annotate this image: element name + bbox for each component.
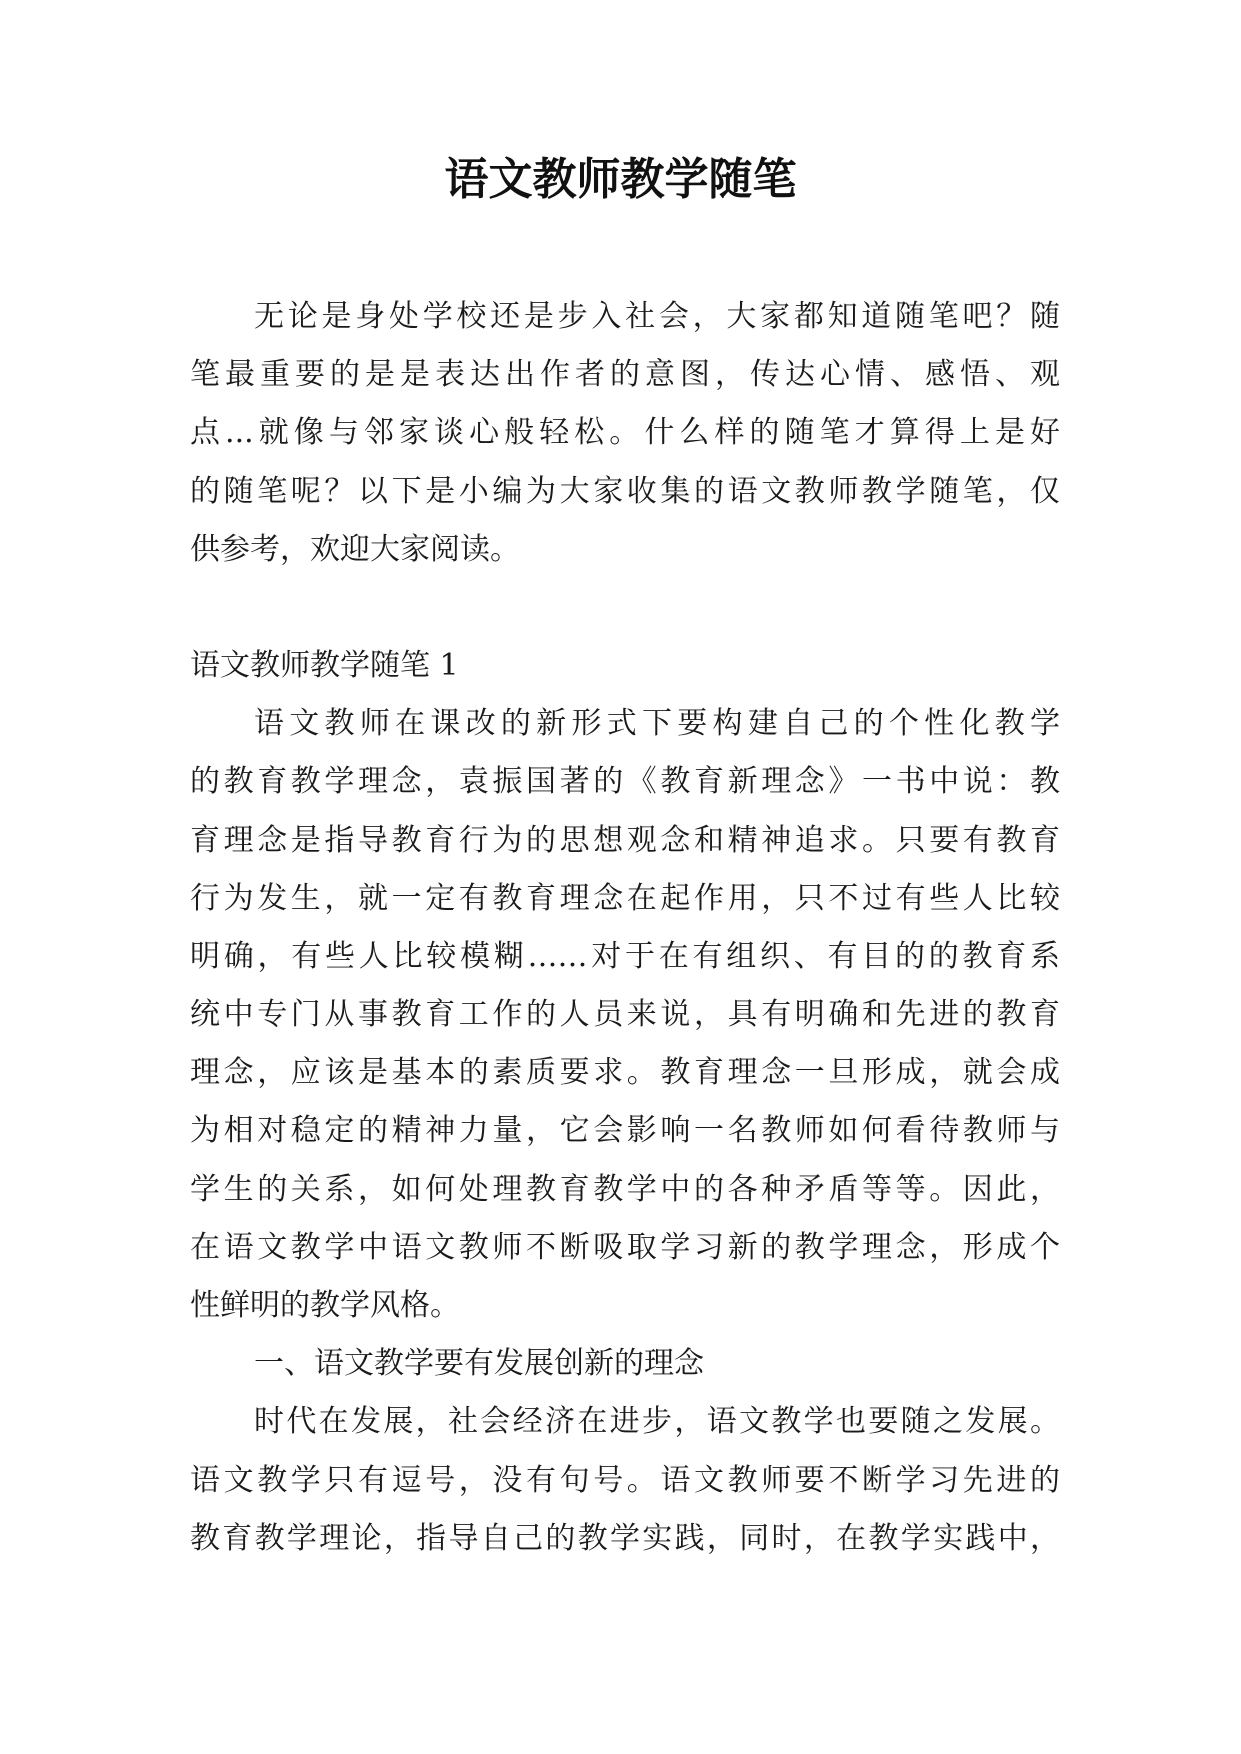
text-line: 统中专门从事教育工作的人员来说，具有明确和先进的教育 <box>190 997 1060 1033</box>
text-line: 无论是身处学校还是步入社会，大家都知道随笔吧？随 <box>254 299 1060 334</box>
text-line: 时代在发展，社会经济在进步，语文教学也要随之发展。 <box>254 1404 1060 1440</box>
section-paragraph <box>190 695 1060 1335</box>
text-line: 育理念是指导教育行为的思想观念和精神追求。只要有教育 <box>190 822 1060 858</box>
text-line: 语文教师在课改的新形式下要构建自己的个性化教学 <box>254 706 1060 742</box>
text-line: 语文教学只有逗号，没有句号。语文教师要不断学习先进的 <box>190 1462 1060 1498</box>
text-line: 在语文教学中语文教师不断吸取学习新的教学理念，形成个 <box>190 1229 1060 1265</box>
text-line: 学生的关系，如何处理教育教学中的各种矛盾等等。因此， <box>190 1171 1060 1207</box>
section-heading: 语文教师教学随笔 1 <box>190 647 459 683</box>
document-title: 语文教师教学随笔 <box>444 154 797 205</box>
intro-paragraph <box>190 288 1060 579</box>
text-line: 明确，有些人比较模糊……对于在有组织、有目的的教育系 <box>190 938 1060 974</box>
paragraph-gap <box>190 579 1060 637</box>
text-line: 教育教学理论，指导自己的教学实践，同时，在教学实践中， <box>190 1520 1060 1556</box>
text-line: 理念，应该是基本的素质要求。教育理念一旦形成，就会成 <box>190 1055 1060 1091</box>
text-line: 笔最重要的是是表达出作者的意图，传达心情、感悟、观 <box>190 357 1060 393</box>
text-line: 供参考，欢迎大家阅读。 <box>190 531 520 567</box>
text-line: 的教育教学理念，袁振国著的《教育新理念》一书中说：教 <box>190 764 1060 800</box>
subsection-paragraph <box>190 1393 1060 1568</box>
text-line: 点...就像与邻家谈心般轻松。什么样的随笔才算得上是好 <box>190 415 1060 451</box>
text-line: 性鲜明的教学风格。 <box>190 1288 460 1323</box>
text-line: 行为发生，就一定有教育理念在起作用，只不过有些人比较 <box>190 880 1060 916</box>
text-line: 为相对稳定的精神力量，它会影响一名教师如何看待教师与 <box>190 1113 1060 1149</box>
document-body <box>190 288 1060 1568</box>
text-line: 的随笔呢？以下是小编为大家收集的语文教师教学随笔，仅 <box>190 473 1060 509</box>
subheading: 一、语文教学要有发展创新的理念 <box>254 1346 704 1382</box>
